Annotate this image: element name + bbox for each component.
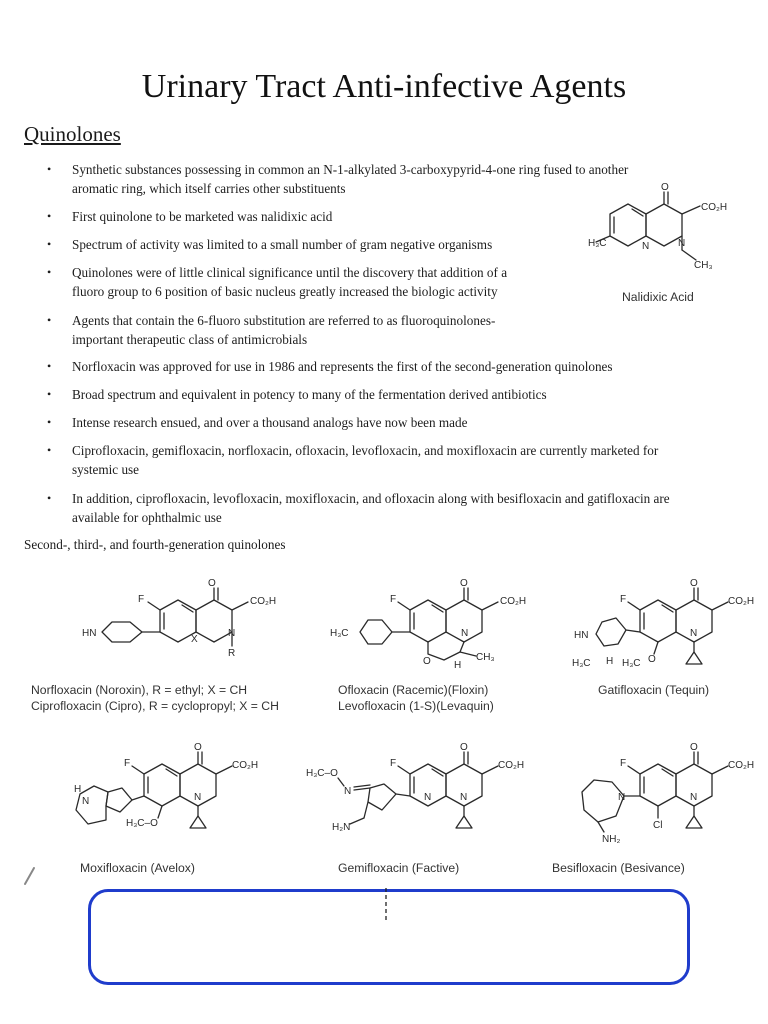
text-cursor-icon <box>383 886 389 926</box>
generations-subheading: Second-, third-, and fourth-generation quinolones <box>24 537 286 552</box>
atom-label: CO₂H <box>728 596 755 607</box>
atom-label: H₃C <box>330 628 349 639</box>
nalidixic-acid-structure <box>588 180 748 280</box>
atom-label: F <box>620 594 627 605</box>
atom-label: R <box>228 648 236 659</box>
atom-label: CO₂H <box>498 760 525 771</box>
gemifloxacin-caption: Gemifloxacin (Factive) <box>338 861 460 875</box>
levofloxacin-caption: Levofloxacin (1-S)(Levaquin) <box>338 699 494 713</box>
atom-label: O <box>661 182 669 193</box>
besifloxacin-structure <box>566 738 766 848</box>
atom-label: N <box>678 238 686 249</box>
moxifloxacin-caption: Moxifloxacin (Avelox) <box>80 861 195 875</box>
atom-label: N <box>642 241 650 252</box>
atom-label: F <box>390 758 397 769</box>
atom-label: CO₂H <box>250 596 277 607</box>
atom-label: H <box>454 660 462 671</box>
atom-label: H₂N <box>332 822 351 833</box>
atom-label: N <box>461 628 469 639</box>
nalidixic-acid-caption: Nalidixic Acid <box>622 290 694 304</box>
atom-label: N <box>194 792 202 803</box>
atom-label: N <box>690 792 698 803</box>
atom-label: H₃C–O <box>306 768 338 779</box>
atom-label: O <box>690 578 698 589</box>
pen-mark-icon <box>22 866 36 893</box>
atom-label: CO₂H <box>500 596 527 607</box>
ofloxacin-caption: Ofloxacin (Racemic)(Floxin) <box>338 683 489 697</box>
atom-label: N <box>618 792 626 803</box>
norfloxacin-structure <box>78 574 278 674</box>
atom-label: HN <box>82 628 97 639</box>
atom-label: X <box>191 634 198 645</box>
moxifloxacin-structure <box>66 738 266 848</box>
bullet-item: • Agents that contain the 6-fluoro substitution are referred to as fluoroquinolones- important therapeutic class of antimicrobials <box>72 311 495 349</box>
atom-label: O <box>460 578 468 589</box>
atom-label: CH₃ <box>476 652 495 663</box>
ciprofloxacin-caption: Ciprofloxacin (Cipro), R = cyclopropyl; X = CH <box>31 699 279 713</box>
atom-label: N <box>460 792 468 803</box>
atom-label: N <box>82 796 90 807</box>
atom-label: H₃C <box>622 658 641 669</box>
atom-label: N <box>228 628 236 639</box>
atom-label: O <box>208 578 216 589</box>
atom-label: CO₂H <box>701 202 728 213</box>
atom-label: N <box>344 786 352 797</box>
gemifloxacin-structure <box>304 738 534 848</box>
atom-label: HN <box>574 630 589 641</box>
atom-label: H₃C <box>572 658 591 669</box>
atom-label: H₃C <box>588 238 607 249</box>
atom-label: CH₃ <box>694 260 713 271</box>
norfloxacin-caption: Norfloxacin (Noroxin), R = ethyl; X = CH <box>31 683 248 697</box>
bullet-item: • First quinolone to be marketed was nalidixic acid <box>72 207 332 226</box>
atom-label: F <box>138 594 145 605</box>
bullet-item: • Norfloxacin was approved for use in 1986 and represents the first of the second-generation quinolones <box>72 357 613 376</box>
bullet-item: • Spectrum of activity was limited to a small number of gram negative organisms <box>72 235 492 254</box>
atom-label: O <box>194 742 202 753</box>
atom-label: H <box>606 656 614 667</box>
atom-label: N <box>424 792 432 803</box>
atom-label: F <box>620 758 627 769</box>
atom-label: O <box>690 742 698 753</box>
atom-label: O <box>423 656 431 667</box>
atom-label: N <box>690 628 698 639</box>
bullet-item: • In addition, ciprofloxacin, levofloxacin, moxifloxacin, and ofloxacin along with besifloxacin and gatifloxacin are available for ophthalmic use <box>72 489 670 527</box>
atom-label: F <box>124 758 131 769</box>
atom-label: H₃C–O <box>126 818 158 829</box>
atom-label: F <box>390 594 397 605</box>
bullet-item: • Ciprofloxacin, gemifloxacin, norfloxacin, ofloxacin, levofloxacin, and moxifloxacin are currently marketed for systemic use <box>72 441 658 479</box>
besifloxacin-caption: Besifloxacin (Besivance) <box>552 861 685 875</box>
page-title: Urinary Tract Anti-infective Agents <box>141 68 627 105</box>
bullet-item: • Synthetic substances possessing in common an N-1-alkylated 3-carboxypyrid-4-one ring fused to another aromatic ring, which itself carries other substituents <box>72 160 628 198</box>
bullet-item: • Broad spectrum and equivalent in potency to many of the fermentation derived antibiotics <box>72 385 547 404</box>
bullet-item: • Intense research ensued, and over a thousand analogs have now been made <box>72 413 467 432</box>
atom-label: Cl <box>653 820 663 831</box>
atom-label: CO₂H <box>728 760 755 771</box>
atom-label: H <box>74 784 82 795</box>
ofloxacin-structure <box>328 574 528 674</box>
atom-label: CO₂H <box>232 760 259 771</box>
bullet-item: • Quinolones were of little clinical significance until the discovery that addition of a fluoro group to 6 position of basic nucleus greatly increased the biologic activity <box>72 263 507 301</box>
section-heading-quinolones: Quinolones <box>24 122 121 146</box>
gatifloxacin-structure <box>570 574 760 674</box>
atom-label: O <box>460 742 468 753</box>
gatifloxacin-caption: Gatifloxacin (Tequin) <box>598 683 710 697</box>
atom-label: NH₂ <box>602 834 621 845</box>
atom-label: O <box>648 654 656 665</box>
